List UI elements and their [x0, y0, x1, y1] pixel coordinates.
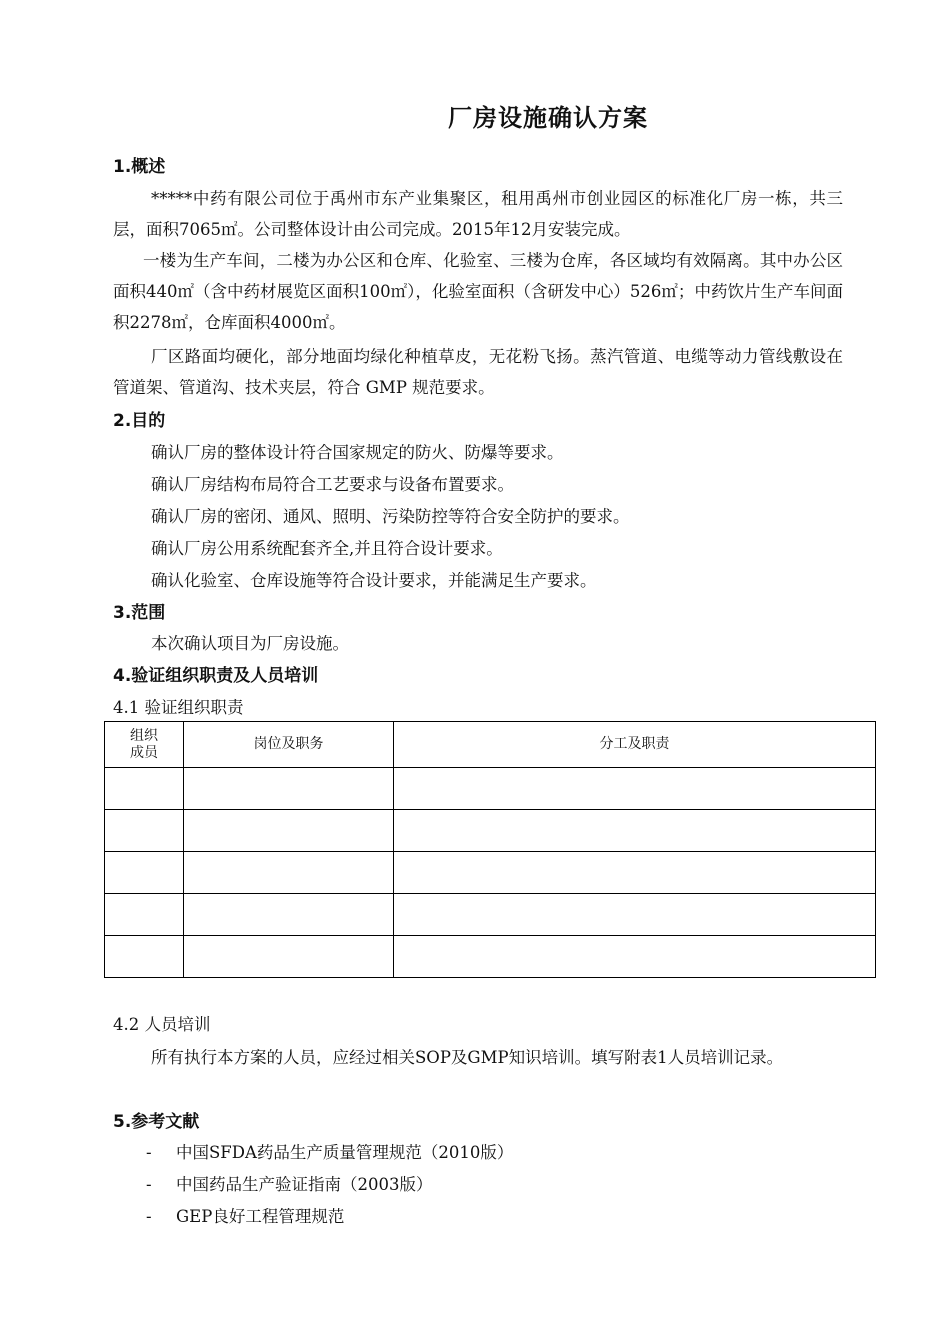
- reference-text: 中国药品生产验证指南（2003版）: [176, 1175, 433, 1194]
- section-4-heading: 4.验证组织职责及人员培训: [113, 666, 319, 686]
- subsection-4-1-heading: 4.1 验证组织职责: [113, 698, 244, 717]
- table-cell: [105, 768, 184, 810]
- table-row: [105, 936, 876, 978]
- document-title: 厂房设施确认方案: [448, 104, 648, 132]
- purpose-item: 确认厂房公用系统配套齐全,并且符合设计要求。: [151, 539, 503, 558]
- organization-table: [104, 721, 876, 978]
- table-cell: [184, 852, 394, 894]
- table-cell: [105, 894, 184, 936]
- reference-item: [146, 1142, 513, 1164]
- table-row: [105, 894, 876, 936]
- section-1-heading: 1.概述: [113, 157, 166, 177]
- table-cell: [394, 852, 876, 894]
- purpose-item: 确认厂房结构布局符合工艺要求与设备布置要求。: [151, 475, 514, 494]
- section-1-paragraph-1: *****中药有限公司位于禹州市东产业集聚区，租用禹州市创业园区的标准化厂房一栋，共三层，面积7065㎡。公司整体设计由公司完成。2015年12月安装完成。: [113, 189, 843, 239]
- table-cell: [105, 852, 184, 894]
- table-header-cell: 岗位及职务: [184, 722, 394, 768]
- table-cell: [394, 810, 876, 852]
- table-row: [105, 852, 876, 894]
- table-cell: [184, 768, 394, 810]
- reference-item: [146, 1174, 433, 1196]
- table-cell: [394, 768, 876, 810]
- table-cell: [394, 936, 876, 978]
- table-cell: [105, 936, 184, 978]
- table-header-cell: 组织 成员: [105, 722, 184, 768]
- table-cell: [394, 894, 876, 936]
- scope-text: 本次确认项目为厂房设施。: [151, 634, 349, 653]
- table-cell: [184, 936, 394, 978]
- section-1-paragraph-3: 厂区路面均硬化，部分地面均绿化种植草皮，无花粉飞扬。蒸汽管道、电缆等动力管线敷设在管道架、管道沟、技术夹层，符合 GMP 规范要求。: [113, 347, 843, 397]
- section-3-heading: 3.范围: [113, 603, 166, 623]
- training-paragraph: 所有执行本方案的人员，应经过相关SOP及GMP知识培训。填写附表1人员培训记录。: [151, 1048, 784, 1067]
- reference-text: 中国SFDA药品生产质量管理规范（2010版）: [176, 1143, 514, 1162]
- list-dash: -: [146, 1207, 152, 1226]
- purpose-item: 确认厂房的密闭、通风、照明、污染防控等符合安全防护的要求。: [151, 507, 630, 526]
- table-header-cell: 分工及职责: [394, 722, 876, 768]
- subsection-4-2-heading: 4.2 人员培训: [113, 1015, 211, 1034]
- reference-item: [146, 1206, 344, 1228]
- list-dash: -: [146, 1175, 152, 1194]
- section-1-paragraph-2: 一楼为生产车间，二楼为办公区和仓库、化验室、三楼为仓库，各区域均有效隔离。其中办公区面积440㎡（含中药材展览区面积100㎡），化验室面积（含研发中心）526㎡；中药饮片生产车间面积2278㎡，仓库面积4000㎡。: [113, 251, 843, 332]
- table-row: [105, 768, 876, 810]
- purpose-item: 确认化验室、仓库设施等符合设计要求，并能满足生产要求。: [151, 571, 597, 590]
- table-cell: [105, 810, 184, 852]
- purpose-item: 确认厂房的整体设计符合国家规定的防火、防爆等要求。: [151, 443, 564, 462]
- table-row: [105, 810, 876, 852]
- section-2-heading: 2.目的: [113, 411, 166, 431]
- table-cell: [184, 894, 394, 936]
- table-header-row: [105, 722, 876, 768]
- section-5-heading: 5.参考文献: [113, 1112, 200, 1132]
- list-dash: -: [146, 1143, 152, 1162]
- reference-text: GEP良好工程管理规范: [176, 1207, 345, 1226]
- table-cell: [184, 810, 394, 852]
